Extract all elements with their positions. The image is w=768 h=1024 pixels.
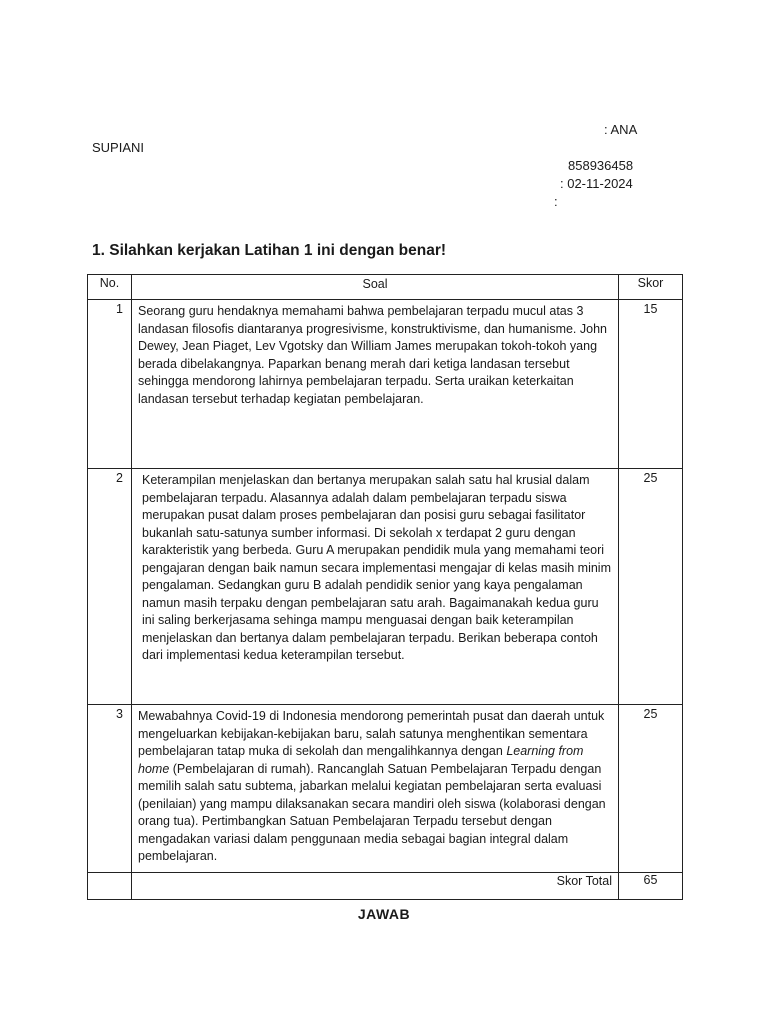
question-text-part-a: Mewabahnya Covid-19 di Indonesia mendorong pemerintah pusat dan daerah untuk mengeluarkan kebijakan-kebijakan baru, salah satunya menghentikan sementara pembelajaran tatap muka di sekolah dan mengalihkannya dengan (138, 709, 605, 758)
header-nim-value: 858936458 (568, 158, 634, 173)
table-row (88, 469, 683, 705)
header-soal: Soal (132, 275, 619, 300)
row-number: 3 (88, 705, 132, 873)
header-date-value: : 02-11-2024 (560, 176, 633, 191)
question-text: Keterampilan menjelaskan dan bertanya merupakan salah satu hal krusial dalam pembelajaran terpadu. Alasannya adalah dalam pembelajaran terpadu siswa merupakan pusat dalam proses pembelajaran dan posisi guru sebagai fasilitator bukanlah satu-satunya sumber informasi. Di sekolah x terdapat 2 guru dengan karakteristik yang berbeda. Guru A merupakan pendidik mula yang memahami teori pengajaran dengan baik namun secara implementasi mengajar di kelas masih minim pengalaman. Sedangkan guru B adalah pendidik senior yang kaya pengalaman namun masih terpaku dengan pembelajaran satu arah. Bagaimanakah kedua guru ini saling berkerjasama sehinga mampu menguasai dengan baik keterampilan menjelaskan dan bertanya dalam pembelajaran terpadu. Berikan beberapa contoh dari implementasi kedua keterampilan tersebut. (132, 469, 619, 705)
row-number: 1 (88, 300, 132, 469)
row-score: 15 (619, 300, 683, 469)
header-empty-value: : (554, 194, 558, 209)
question-text-part-b: (Pembelajaran di rumah). Rancanglah Satuan Pembelajaran Terpadu dengan memilih salah satu subtema, jabarkan melalui kegiatan pembelajaran serta evaluasi (penilaian) yang mampu dilaksanakan secara mandiri oleh siswa (kolaborasi dengan orang tua). Pertimbangkan Satuan Pembelajaran Terpadu tersebut dengan mengadakan variasi dalam penggunaan media sebagai bagian integral dalam pembelajaran. (138, 761, 606, 863)
section-title: 1. Silahkan kerjakan Latihan 1 ini dengan benar! (92, 242, 447, 259)
table-row (88, 705, 683, 873)
answer-heading: JAWAB (357, 906, 411, 922)
table-row (88, 300, 683, 469)
row-score: 25 (619, 705, 683, 873)
questions-table (87, 274, 683, 900)
row-number: 2 (88, 469, 132, 705)
header-name-value: : ANA (604, 122, 638, 137)
total-score: 65 (619, 873, 683, 900)
question-text (132, 705, 619, 873)
header-skor: Skor (619, 275, 683, 300)
question-text-italic: Learning from home (138, 744, 584, 776)
table-header-row (88, 275, 683, 300)
header-name-continued: SUPIANI (92, 140, 145, 155)
total-label: Skor Total (132, 873, 619, 900)
total-row (88, 873, 683, 900)
row-score: 25 (619, 469, 683, 705)
header-no: No. (88, 275, 132, 300)
total-empty-cell (88, 873, 132, 900)
question-text: Seorang guru hendaknya memahami bahwa pembelajaran terpadu mucul atas 3 landasan filosofis diantaranya progresivisme, konstruktivisme, dan humanisme. John Dewey, Jean Piaget, Lev Vgotsky dan William James merupakan tokoh-tokoh yang berada dibelakangnya. Paparkan benang merah dari ketiga landasan tersebut sehingga mendorong lahirnya pembelajaran terpadu. Serta uraikan keterkaitan landasan tersebut terhadap kegiatan pembelajaran. (132, 300, 619, 469)
